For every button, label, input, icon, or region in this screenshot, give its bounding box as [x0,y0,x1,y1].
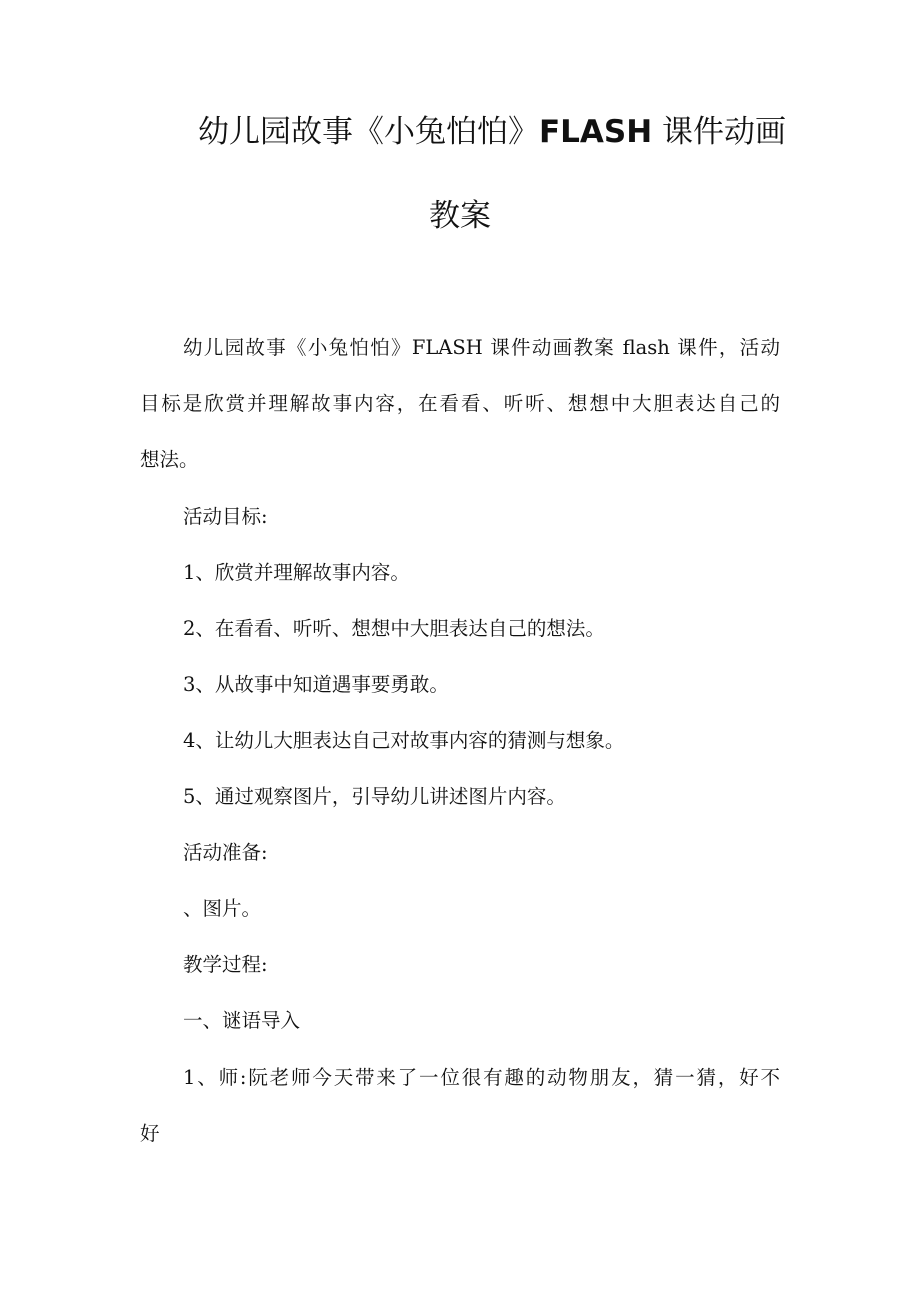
title-text-cn-a: 幼儿园故事《小兔怕怕》 [197,114,539,150]
goal-item: 3、从故事中知道遇事要勇敢。 [183,673,449,696]
process-heading: 教学过程: [183,953,268,976]
process-step-line-1: 1、师:阮老师今天带来了一位很有趣的动物朋友，猜一猜，好不 [183,1066,780,1089]
document-title-line-1 [0,112,920,152]
preparation-item: 、图片。 [183,897,262,920]
title-text-cn-b: 课件动画 [652,114,787,150]
intro-paragraph-line-3: 想法。 [140,448,199,471]
intro-paragraph-line-2: 目标是欣赏并理解故事内容，在看看、听听、想想中大胆表达自己的 [140,392,780,415]
process-section-heading: 一、谜语导入 [183,1009,301,1032]
goal-item: 5、通过观察图片，引导幼儿讲述图片内容。 [183,785,566,808]
goals-heading: 活动目标: [183,505,268,528]
goal-item: 1、欣赏并理解故事内容。 [183,561,410,584]
intro-paragraph-line-1: 幼儿园故事《小兔怕怕》FLASH 课件动画教案 flash 课件，活动 [183,336,780,359]
goal-item: 4、让幼儿大胆表达自己对故事内容的猜测与想象。 [183,729,625,752]
process-step-line-2: 好 [140,1122,160,1145]
goal-item: 2、在看看、听听、想想中大胆表达自己的想法。 [183,617,605,640]
document-title-line-2: 教案 [429,198,491,234]
title-text-latin: FLASH [538,114,653,150]
preparation-heading: 活动准备: [183,841,268,864]
